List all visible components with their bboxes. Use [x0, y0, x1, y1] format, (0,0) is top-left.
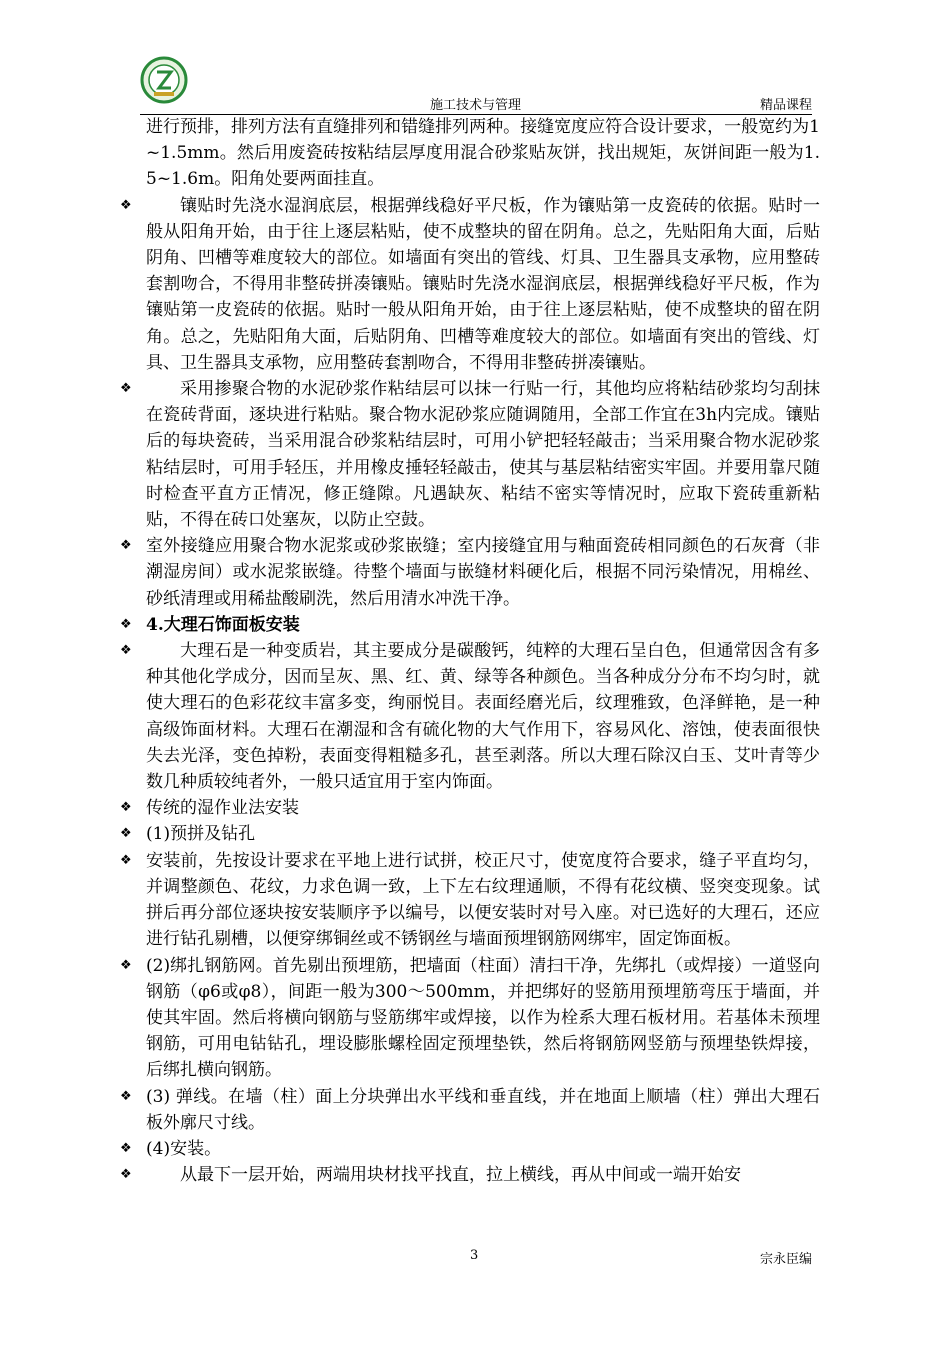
diamond-bullet-icon: ❖ — [120, 1140, 132, 1156]
paragraph-text: 进行预排，排列方法有直缝排列和错缝排列两种。接缝宽度应符合设计要求，一般宽约为1~1.5mm。然后用废瓷砖按粘结层厚度用混合砂浆贴灰饼，找出规矩，灰饼间距一般为1.5~1.6m。阳角处要两面挂直。 — [146, 117, 820, 190]
paragraph — [120, 638, 820, 795]
paragraph — [120, 795, 820, 821]
paragraph-text: (3) 弹线。在墙（柱）面上分块弹出水平线和垂直线，并在地面上顺墙（柱）弹出大理石板外廓尺寸线。 — [146, 1086, 820, 1133]
paragraph-text: 室外接缝应用聚合物水泥浆或砂浆嵌缝；室内接缝宜用与釉面瓷砖相同颜色的石灰膏（非潮湿房间）或水泥浆嵌缝。待整个墙面与嵌缝材料硬化后，根据不同污染情况，用棉丝、砂纸清理或用稀盐酸刷洗，然后用清水冲洗干净。 — [146, 536, 820, 609]
paragraph — [120, 953, 820, 1084]
paragraph-text: (2)绑扎钢筋网。首先剔出预埋筋，把墙面（柱面）清扫干净，先绑扎（或焊接）一道竖向钢筋（φ6或φ8），间距一般为300～500mm，并把绑好的竖筋用预埋筋弯压于墙面，并使其牢固。然后将横向钢筋与竖筋绑牢或焊接，以作为栓系大理石板材用。若基体未预埋钢筋，可用电钻钻孔，埋设膨胀螺栓固定预埋垫铁，然后将钢筋网竖筋与预埋垫铁焊接，后绑扎横向钢筋。 — [146, 955, 820, 1081]
page-header — [140, 90, 812, 115]
paragraph — [120, 376, 820, 533]
diamond-bullet-icon: ❖ — [120, 826, 132, 842]
paragraph-text: 大理石是一种变质岩，其主要成分是碳酸钙，纯粹的大理石呈白色，但通常因含有多种其他化学成分，因而呈灰、黑、红、黄、绿等各种颜色。当各种成分分布不均匀时，就使大理石的色彩花纹丰富多变，绚丽悦目。表面经磨光后，纹理雅致，色泽鲜艳，是一种高级饰面材料。大理石在潮湿和含有硫化物的大气作用下，容易风化、溶蚀，使表面很快失去光泽，变色掉粉，表面变得粗糙多孔，甚至剥落。所以大理石除汉白玉、艾叶青等少数几种质较纯者外，一般只适宜用于室内饰面。 — [146, 641, 820, 793]
header-course-label: 精品课程 — [759, 98, 812, 113]
diamond-bullet-icon: ❖ — [120, 800, 132, 816]
paragraph — [120, 533, 820, 612]
paragraph-text: (4)安装。 — [146, 1138, 222, 1159]
paragraph — [120, 193, 820, 376]
paragraph-text: 采用掺聚合物的水泥砂浆作粘结层可以抹一行贴一行，其他均应将粘结砂浆均匀刮抹在瓷砖背面，逐块进行粘贴。聚合物水泥砂浆应随调随用，全部工作宜在3h内完成。镶贴后的每块瓷砖，当采用混合砂浆粘结层时，可用小铲把轻轻敲击；当采用聚合物水泥砂浆粘结层时，可用手轻压，并用橡皮捶轻轻敲击，使其与基层粘结密实牢固。并要用靠尺随时检查平直方正情况，修正缝隙。凡遇缺灰、粘结不密实等情况时，应取下瓷砖重新粘贴，不得在砖口处塞灰，以防止空鼓。 — [146, 379, 820, 531]
diamond-bullet-icon: ❖ — [120, 852, 132, 868]
paragraph — [120, 821, 820, 847]
diamond-bullet-icon: ❖ — [120, 197, 132, 213]
header-title: 施工技术与管理 — [430, 98, 522, 113]
paragraph — [120, 848, 820, 953]
diamond-bullet-icon: ❖ — [120, 1167, 132, 1183]
paragraph — [120, 1084, 820, 1136]
paragraph-text: 传统的湿作业法安装 — [146, 798, 299, 819]
diamond-bullet-icon: ❖ — [120, 1088, 132, 1104]
paragraph-text: 从最下一层开始，两端用块材找平找直，拉上横线，再从中间或一端开始安 — [180, 1165, 741, 1186]
paragraph — [120, 114, 820, 193]
diamond-bullet-icon: ❖ — [120, 643, 132, 659]
diamond-bullet-icon: ❖ — [120, 957, 132, 973]
diamond-bullet-icon: ❖ — [120, 381, 132, 397]
paragraph — [120, 1162, 820, 1188]
paragraph — [120, 1136, 820, 1162]
diamond-bullet-icon: ❖ — [120, 538, 132, 554]
paragraph-text: 镶贴时先浇水湿润底层，根据弹线稳好平尺板，作为镶贴第一皮瓷砖的依据。贴时一般从阳角开始，由于往上逐层粘贴，使不成整块的留在阴角。总之，先贴阳角大面，后贴阴角、凹槽等难度较大的部位。如墙面有突出的管线、灯具、卫生器具支承物，应用整砖套割吻合，不得用非整砖拼凑镶贴。镶贴时先浇水湿润底层，根据弹线稳好平尺板，作为镶贴第一皮瓷砖的依据。贴时一般从阳角开始，由于往上逐层粘贴，使不成整块的留在阴角。总之，先贴阳角大面，后贴阴角、凹槽等难度较大的部位。如墙面有突出的管线、灯具、卫生器具支承物，应用整砖套割吻合，不得用非整砖拼凑镶贴。 — [146, 195, 820, 373]
paragraph-text: (1)预拼及钻孔 — [146, 824, 256, 845]
paragraph-text: 安装前，先按设计要求在平地上进行试拼，校正尺寸，使宽度符合要求，缝子平直均匀，并调整颜色、花纹，力求色调一致，上下左右纹理通顺，不得有花纹横、竖突变现象。试拼后再分部位逐块按安装顺序予以编号，以便安装时对号入座。对已选好的大理石，还应进行钻孔剔槽，以便穿绑铜丝或不锈钢丝与墙面预埋钢筋网绑牢，固定饰面板。 — [146, 850, 820, 950]
document-body — [120, 114, 820, 1188]
page-number: 3 — [470, 1248, 479, 1263]
paragraph — [120, 612, 820, 638]
diamond-bullet-icon: ❖ — [120, 616, 132, 632]
paragraph-text: 4.大理石饰面板安装 — [146, 614, 300, 635]
footer-author: 宗永臣编 — [759, 1252, 812, 1267]
